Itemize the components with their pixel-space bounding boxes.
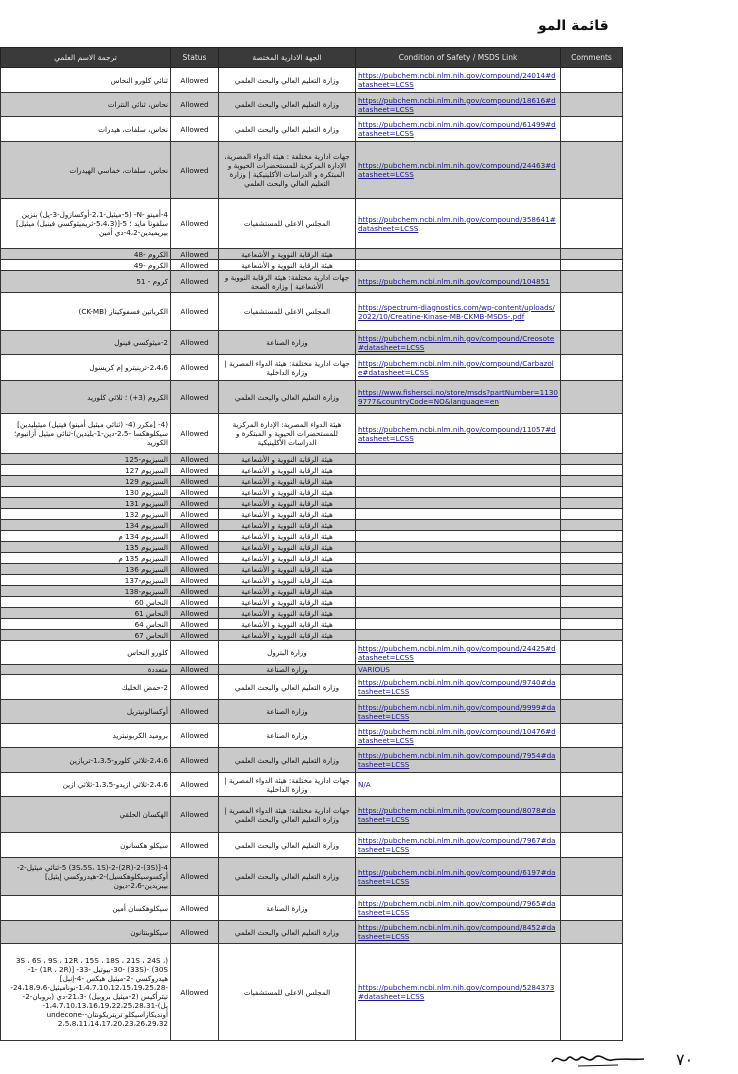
status-cell: Allowed — [171, 553, 219, 564]
table-row — [1, 944, 623, 1041]
comments-cell — [561, 520, 623, 531]
comments-cell — [561, 454, 623, 465]
table-row — [1, 531, 623, 542]
substance-name-cell: ثنائي كلورو النحاس — [1, 68, 171, 93]
msds-link-cell[interactable]: https://pubchem.ncbi.nlm.nih.gov/compound/24463#datasheet=LCSS — [356, 142, 561, 199]
msds-link-cell[interactable]: https://pubchem.ncbi.nlm.nih.gov/compound/10476#datasheet=LCSS — [356, 724, 561, 748]
table-row — [1, 858, 623, 896]
status-cell: Allowed — [171, 564, 219, 575]
table-row — [1, 724, 623, 748]
authority-cell: هيئة الرقابة النووية و الأشعاعية — [219, 487, 356, 498]
table-row — [1, 597, 623, 608]
page-mark: ٧٠ — [676, 1050, 694, 1069]
substance-name-cell: 2،4،6-ترينيترو إم كريسول — [1, 355, 171, 381]
comments-cell — [561, 608, 623, 619]
status-cell: Allowed — [171, 858, 219, 896]
table-row — [1, 199, 623, 249]
substance-name-cell: نحاس، سلفات، خماسي الهيدرات — [1, 142, 171, 199]
status-cell: Allowed — [171, 117, 219, 142]
authority-cell: هيئة الرقابة النووية و الأشعاعية — [219, 454, 356, 465]
signature — [548, 1046, 648, 1070]
comments-cell — [561, 641, 623, 665]
table-row — [1, 487, 623, 498]
table-row — [1, 665, 623, 675]
status-cell: Allowed — [171, 93, 219, 117]
table-row — [1, 454, 623, 465]
status-cell: Allowed — [171, 896, 219, 921]
msds-link-cell[interactable]: https://pubchem.ncbi.nlm.nih.gov/compound/8452#datasheet=LCSS — [356, 921, 561, 944]
msds-link-cell — [356, 630, 561, 641]
authority-cell: وزارة التعليم العالي والبحث العلمي — [219, 68, 356, 93]
status-cell: Allowed — [171, 331, 219, 355]
authority-cell: المجلس الاعلى للمستشفيات — [219, 944, 356, 1041]
column-header-comments: Comments — [561, 48, 623, 68]
authority-cell: هيئة الدواء المصرية: الإدارة المركزية للمستحضرات الحيوية و المبتكرة و الدراسات الأكلينيكية — [219, 414, 356, 454]
status-cell: Allowed — [171, 476, 219, 487]
msds-link-cell — [356, 520, 561, 531]
msds-link-cell[interactable]: https://pubchem.ncbi.nlm.nih.gov/compound/7965#datasheet=LCSS — [356, 896, 561, 921]
msds-link-cell — [356, 498, 561, 509]
comments-cell — [561, 586, 623, 597]
table-row — [1, 921, 623, 944]
table-row — [1, 675, 623, 700]
msds-link-cell — [356, 597, 561, 608]
msds-link-cell[interactable]: https://pubchem.ncbi.nlm.nih.gov/compound/104851 — [356, 271, 561, 293]
comments-cell — [561, 921, 623, 944]
table-row — [1, 700, 623, 724]
msds-link-cell[interactable]: https://pubchem.ncbi.nlm.nih.gov/compound/8078#datasheet=LCSS — [356, 797, 561, 833]
authority-cell: وزارة التعليم العالي والبحث العلمي — [219, 381, 356, 414]
msds-link-cell — [356, 509, 561, 520]
comments-cell — [561, 724, 623, 748]
table-row — [1, 833, 623, 858]
table-row — [1, 476, 623, 487]
status-cell: Allowed — [171, 700, 219, 724]
table-row — [1, 271, 623, 293]
table-row — [1, 509, 623, 520]
substance-name-cell: النحاس 64 — [1, 619, 171, 630]
msds-link-cell[interactable]: https://pubchem.ncbi.nlm.nih.gov/compound/7967#datasheet=LCSS — [356, 833, 561, 858]
msds-link-cell[interactable]: https://pubchem.ncbi.nlm.nih.gov/compound/Creosote#datasheet=LCSS — [356, 331, 561, 355]
comments-cell — [561, 271, 623, 293]
comments-cell — [561, 381, 623, 414]
substance-name-cell: السيزيوم-138 — [1, 586, 171, 597]
table-row — [1, 553, 623, 564]
substance-name-cell: السيزيوم 136 — [1, 564, 171, 575]
table-row — [1, 542, 623, 553]
comments-cell — [561, 465, 623, 476]
authority-cell: وزارة الصناعة — [219, 896, 356, 921]
comments-cell — [561, 564, 623, 575]
authority-cell: هيئة الرقابة النووية و الأشعاعية — [219, 564, 356, 575]
substance-name-cell: السيزيوم-125 — [1, 454, 171, 465]
status-cell: Allowed — [171, 414, 219, 454]
table-row — [1, 68, 623, 93]
substance-name-cell: كلورو النحاس — [1, 641, 171, 665]
substance-name-cell: أوكسالونيتريل — [1, 700, 171, 724]
authority-cell: وزارة الصناعة — [219, 331, 356, 355]
status-cell: Allowed — [171, 465, 219, 476]
comments-cell — [561, 498, 623, 509]
comments-cell — [561, 619, 623, 630]
authority-cell: المجلس الاعلى للمستشفيات — [219, 293, 356, 331]
table-row — [1, 619, 623, 630]
status-cell: Allowed — [171, 797, 219, 833]
authority-cell: هيئة الرقابة النووية و الأشعاعية — [219, 586, 356, 597]
msds-link-cell[interactable]: https://pubchem.ncbi.nlm.nih.gov/compound/358641#datasheet=LCSS — [356, 199, 561, 249]
msds-link-cell[interactable]: https://pubchem.ncbi.nlm.nih.gov/compound/11057#datasheet=LCSS — [356, 414, 561, 454]
column-header-status: Status — [171, 48, 219, 68]
table-row — [1, 797, 623, 833]
substance-name-cell: سيكلوبنتانون — [1, 921, 171, 944]
msds-link-cell[interactable]: https://www.fishersci.no/store/msds?partNumber=11309777&countryCode=NO&language=en — [356, 381, 561, 414]
comments-cell — [561, 630, 623, 641]
comments-cell — [561, 896, 623, 921]
substance-name-cell: السيزيوم 134 م — [1, 531, 171, 542]
msds-link-cell — [356, 564, 561, 575]
authority-cell: وزارة التعليم العالي والبحث العلمي — [219, 117, 356, 142]
authority-cell: وزارة الصناعة — [219, 724, 356, 748]
comments-cell — [561, 748, 623, 773]
substance-name-cell: 2،4،6-ثلاثي كلورو-1،3،5-تريازين — [1, 748, 171, 773]
authority-cell: وزارة التعليم العالي والبحث العلمي — [219, 675, 356, 700]
msds-link-cell — [356, 619, 561, 630]
msds-link-cell — [356, 575, 561, 586]
status-cell: Allowed — [171, 293, 219, 331]
status-cell: Allowed — [171, 520, 219, 531]
table-row — [1, 641, 623, 665]
msds-link-cell — [356, 465, 561, 476]
msds-link-cell[interactable]: https://pubchem.ncbi.nlm.nih.gov/compound/9740#datasheet=LCSS — [356, 675, 561, 700]
substance-name-cell: نحاس، ثنائي النترات — [1, 93, 171, 117]
substance-name-cell: الكرياتين فسفوكيناز (CK-MB) — [1, 293, 171, 331]
authority-cell: هيئة الرقابة النووية و الأشعاعية — [219, 260, 356, 271]
authority-cell: هيئة الرقابة النووية و الأشعاعية — [219, 575, 356, 586]
status-cell: Allowed — [171, 773, 219, 797]
authority-cell: هيئة الرقابة النووية و الأشعاعية — [219, 542, 356, 553]
status-cell: Allowed — [171, 509, 219, 520]
table-row — [1, 117, 623, 142]
table-row — [1, 381, 623, 414]
substance-name-cell: 4-[(3S)-5 (3S،5S، 1S)-2-(2R)-2-ثنائي ميثيل-2-أوكسوسيكلوهكسيل)-2-هيدروكسي إيثيل] بيبريدين-2،6-ديون — [1, 858, 171, 896]
substance-name-cell: متعددة — [1, 665, 171, 675]
table-row — [1, 630, 623, 641]
status-cell: Allowed — [171, 260, 219, 271]
status-cell: Allowed — [171, 355, 219, 381]
substance-name-cell: الكروم -48 — [1, 249, 171, 260]
status-cell: Allowed — [171, 454, 219, 465]
status-cell: Allowed — [171, 675, 219, 700]
substance-name-cell: السيزيوم 134 — [1, 520, 171, 531]
msds-link-cell — [356, 586, 561, 597]
authority-cell: هيئة الرقابة النووية و الأشعاعية — [219, 465, 356, 476]
msds-link-cell — [356, 553, 561, 564]
authority-cell: هيئة الرقابة النووية و الأشعاعية — [219, 476, 356, 487]
status-cell: Allowed — [171, 142, 219, 199]
comments-cell — [561, 773, 623, 797]
status-cell: Allowed — [171, 586, 219, 597]
status-cell: Allowed — [171, 921, 219, 944]
status-cell: Allowed — [171, 641, 219, 665]
authority-cell: هيئة الرقابة النووية و الأشعاعية — [219, 553, 356, 564]
comments-cell — [561, 833, 623, 858]
comments-cell — [561, 509, 623, 520]
table-header-row — [1, 48, 623, 68]
authority-cell: وزارة الصناعة — [219, 700, 356, 724]
msds-link-cell: VARIOUS — [356, 665, 561, 675]
authority-cell: هيئة الرقابة النووية و الأشعاعية — [219, 630, 356, 641]
authority-cell: وزارة التعليم العالي والبحث العلمي — [219, 748, 356, 773]
msds-link-cell[interactable]: https://pubchem.ncbi.nlm.nih.gov/compound/18616#datasheet=LCSS — [356, 93, 561, 117]
msds-link-cell[interactable]: https://pubchem.ncbi.nlm.nih.gov/compound/7954#datasheet=LCSS — [356, 748, 561, 773]
comments-cell — [561, 68, 623, 93]
substance-name-cell: السيزيوم 132 — [1, 509, 171, 520]
status-cell: Allowed — [171, 575, 219, 586]
column-header-msds-link: Condition of Safety / MSDS Link — [356, 48, 561, 68]
msds-link-cell — [356, 476, 561, 487]
comments-cell — [561, 355, 623, 381]
msds-link-cell — [356, 608, 561, 619]
substance-name-cell: السيزيوم 131 — [1, 498, 171, 509]
authority-cell: جهات ادارية مختلفة: هيئة الرقابة النووية و الأشعاعية | وزارة الصحة — [219, 271, 356, 293]
msds-link-cell[interactable]: https://pubchem.ncbi.nlm.nih.gov/compound/Carbazole#datasheet=LCSS — [356, 355, 561, 381]
comments-cell — [561, 700, 623, 724]
table-row — [1, 260, 623, 271]
status-cell: Allowed — [171, 665, 219, 675]
table-row — [1, 414, 623, 454]
table-row — [1, 498, 623, 509]
substance-name-cell: (3S ، 6S ، 9S ، 12R ، 15S ، 18S ، 21S ، 24S ، 30S) -30- (33S)-بيوتيل -33- [(1R ، 2R) -1-هيدروكسي -2-ميثيل هيكس -4-إنيل] -1،4،7،10،12،15،19،25،28-نوناميثيل-24،18،9،6-تيترأكيس (2-ميثيل بروبيل) -21،3-دي (بروبان-2-يل)-1،4،7،10،13،16،19،22،25،28،31-أونديكازاسيكلو تريتريكونتان-undecone-2،5،8،11،14،17،20،23،26،29،32 — [1, 944, 171, 1041]
authority-cell: هيئة الرقابة النووية و الأشعاعية — [219, 509, 356, 520]
substance-name-cell: الكروم (3+) ؛ ثلاثي كلوريد — [1, 381, 171, 414]
substance-name-cell: الهكسان الحلقي — [1, 797, 171, 833]
comments-cell — [561, 93, 623, 117]
substance-name-cell: النحاس 60 — [1, 597, 171, 608]
status-cell: Allowed — [171, 630, 219, 641]
page-title: قائمة المو — [538, 18, 609, 34]
authority-cell: جهات ادارية مختلفة : هيئة الدواء المصرية، الإدارة المركزية للمستحضرات الحيوية و المبتكرة و الدراسات الأكلينيكية | وزارة التعليم العالي والبحث العلمي — [219, 142, 356, 199]
substance-name-cell: النحاس 67 — [1, 630, 171, 641]
table-row — [1, 564, 623, 575]
table-row — [1, 586, 623, 597]
comments-cell — [561, 487, 623, 498]
comments-cell — [561, 531, 623, 542]
column-header-authority: الجهة الادارية المختصة — [219, 48, 356, 68]
substance-name-cell: سيكلوهكسان أمين — [1, 896, 171, 921]
comments-cell — [561, 797, 623, 833]
authority-cell: هيئة الرقابة النووية و الأشعاعية — [219, 608, 356, 619]
authority-cell: هيئة الرقابة النووية و الأشعاعية — [219, 531, 356, 542]
table-row — [1, 142, 623, 199]
comments-cell — [561, 117, 623, 142]
table-row — [1, 331, 623, 355]
table-row — [1, 293, 623, 331]
comments-cell — [561, 199, 623, 249]
substance-name-cell: نحاس، سلفات، هيدرات — [1, 117, 171, 142]
comments-cell — [561, 665, 623, 675]
authority-cell: وزارة التعليم العالي والبحث العلمي — [219, 921, 356, 944]
status-cell: Allowed — [171, 199, 219, 249]
status-cell: Allowed — [171, 498, 219, 509]
authority-cell: وزارة التعليم العالي والبحث العلمي — [219, 833, 356, 858]
status-cell: Allowed — [171, 249, 219, 260]
msds-link-cell: N/A — [356, 773, 561, 797]
status-cell: Allowed — [171, 608, 219, 619]
substance-name-cell: السيزيوم 135 — [1, 542, 171, 553]
status-cell: Allowed — [171, 542, 219, 553]
substance-name-cell: السيزيوم 129 — [1, 476, 171, 487]
comments-cell — [561, 331, 623, 355]
status-cell: Allowed — [171, 724, 219, 748]
substance-name-cell: السيزيوم 130 — [1, 487, 171, 498]
substance-name-cell: السيزيوم 135 م — [1, 553, 171, 564]
column-header-arabic-name: ترجمة الاسم العلمي — [1, 48, 171, 68]
msds-link-cell — [356, 487, 561, 498]
substance-name-cell: 2-حمض الخليك — [1, 675, 171, 700]
status-cell: Allowed — [171, 597, 219, 608]
msds-link-cell — [356, 260, 561, 271]
substance-name-cell: 2-ميثوكسي فينول — [1, 331, 171, 355]
msds-link-cell — [356, 542, 561, 553]
status-cell: Allowed — [171, 619, 219, 630]
authority-cell: هيئة الرقابة النووية و الأشعاعية — [219, 520, 356, 531]
msds-link-cell[interactable]: https://spectrum-diagnostics.com/wp-content/uploads/2022/10/Creatine-Kinase-MB-CKMB-MSDS-.pdf — [356, 293, 561, 331]
table-row — [1, 520, 623, 531]
authority-cell: جهات ادارية مختلفة: هيئة الدواء المصرية | وزارة الداخلية — [219, 355, 356, 381]
table-row — [1, 575, 623, 586]
substance-name-cell: 2،4،6-ثلاثي ازيدو-1،3،5-ثلاثي ازين — [1, 773, 171, 797]
comments-cell — [561, 293, 623, 331]
msds-link-cell[interactable]: https://pubchem.ncbi.nlm.nih.gov/compound/24014#datasheet=LCSS — [356, 68, 561, 93]
msds-link-cell[interactable]: https://pubchem.ncbi.nlm.nih.gov/compound/24425#datasheet=LCSS — [356, 641, 561, 665]
comments-cell — [561, 260, 623, 271]
substance-name-cell: كروم - 51 — [1, 271, 171, 293]
authority-cell: جهات ادارية مختلفة: هيئة الدواء المصرية | وزارة الداخلية — [219, 773, 356, 797]
substance-name-cell: 4-أمينو -N- (5-ميثيل-2،1-أوكسازول-3-يل) بنزين سلفونا مايد ؛ 5-[(5،4،3-ثريميثوكسي فينيل) ميثيل] بيريميدين-4،2-دي أمين — [1, 199, 171, 249]
authority-cell: وزارة البترول — [219, 641, 356, 665]
status-cell: Allowed — [171, 944, 219, 1041]
authority-cell: هيئة الرقابة النووية و الأشعاعية — [219, 498, 356, 509]
status-cell: Allowed — [171, 833, 219, 858]
status-cell: Allowed — [171, 271, 219, 293]
msds-link-cell[interactable]: https://pubchem.ncbi.nlm.nih.gov/compound/5284373#datasheet=LCSS — [356, 944, 561, 1041]
msds-link-cell — [356, 531, 561, 542]
table-row — [1, 896, 623, 921]
table-row — [1, 355, 623, 381]
authority-cell: وزارة الصناعة — [219, 665, 356, 675]
authority-cell: هيئة الرقابة النووية و الأشعاعية — [219, 597, 356, 608]
comments-cell — [561, 575, 623, 586]
table-row — [1, 465, 623, 476]
comments-cell — [561, 476, 623, 487]
msds-link-cell[interactable]: https://pubchem.ncbi.nlm.nih.gov/compound/9999#datasheet=LCSS — [356, 700, 561, 724]
table-row — [1, 608, 623, 619]
table-row — [1, 748, 623, 773]
comments-cell — [561, 944, 623, 1041]
substance-name-cell: (4- [مكرر (4- (ثنائي ميثيل أمينو) فينيل) ميثيليدين] سيكلوهكسا -2،5-دين-1-يليدين)-ثنائي ميثيل أزانيوم؛ الكوريد — [1, 414, 171, 454]
substances-table — [0, 47, 623, 1041]
authority-cell: وزارة التعليم العالي والبحث العلمي — [219, 93, 356, 117]
table-row — [1, 773, 623, 797]
comments-cell — [561, 414, 623, 454]
authority-cell: هيئة الرقابة النووية و الأشعاعية — [219, 249, 356, 260]
authority-cell: المجلس الاعلى للمستشفيات — [219, 199, 356, 249]
authority-cell: هيئة الرقابة النووية و الأشعاعية — [219, 619, 356, 630]
authority-cell: جهات ادارية مختلفة: هيئة الدواء المصرية | وزارة التعليم العالي والبحث العلمي — [219, 797, 356, 833]
status-cell: Allowed — [171, 487, 219, 498]
comments-cell — [561, 542, 623, 553]
substance-name-cell: سيكلو هكسانون — [1, 833, 171, 858]
status-cell: Allowed — [171, 748, 219, 773]
comments-cell — [561, 597, 623, 608]
comments-cell — [561, 249, 623, 260]
msds-link-cell — [356, 249, 561, 260]
authority-cell: وزارة التعليم العالي والبحث العلمي — [219, 858, 356, 896]
status-cell: Allowed — [171, 68, 219, 93]
msds-link-cell — [356, 454, 561, 465]
table-row — [1, 93, 623, 117]
substance-name-cell: الكروم -49 — [1, 260, 171, 271]
comments-cell — [561, 675, 623, 700]
comments-cell — [561, 142, 623, 199]
status-cell: Allowed — [171, 531, 219, 542]
msds-link-cell[interactable]: https://pubchem.ncbi.nlm.nih.gov/compound/6197#datasheet=LCSS — [356, 858, 561, 896]
status-cell: Allowed — [171, 381, 219, 414]
comments-cell — [561, 553, 623, 564]
substance-name-cell: بروميد الكربونيتريد — [1, 724, 171, 748]
substance-name-cell: النحاس 61 — [1, 608, 171, 619]
substance-name-cell: السيزيوم 127 — [1, 465, 171, 476]
substance-name-cell: السيزيوم-137 — [1, 575, 171, 586]
table-row — [1, 249, 623, 260]
msds-link-cell[interactable]: https://pubchem.ncbi.nlm.nih.gov/compound/61499#datasheet=LCSS — [356, 117, 561, 142]
comments-cell — [561, 858, 623, 896]
